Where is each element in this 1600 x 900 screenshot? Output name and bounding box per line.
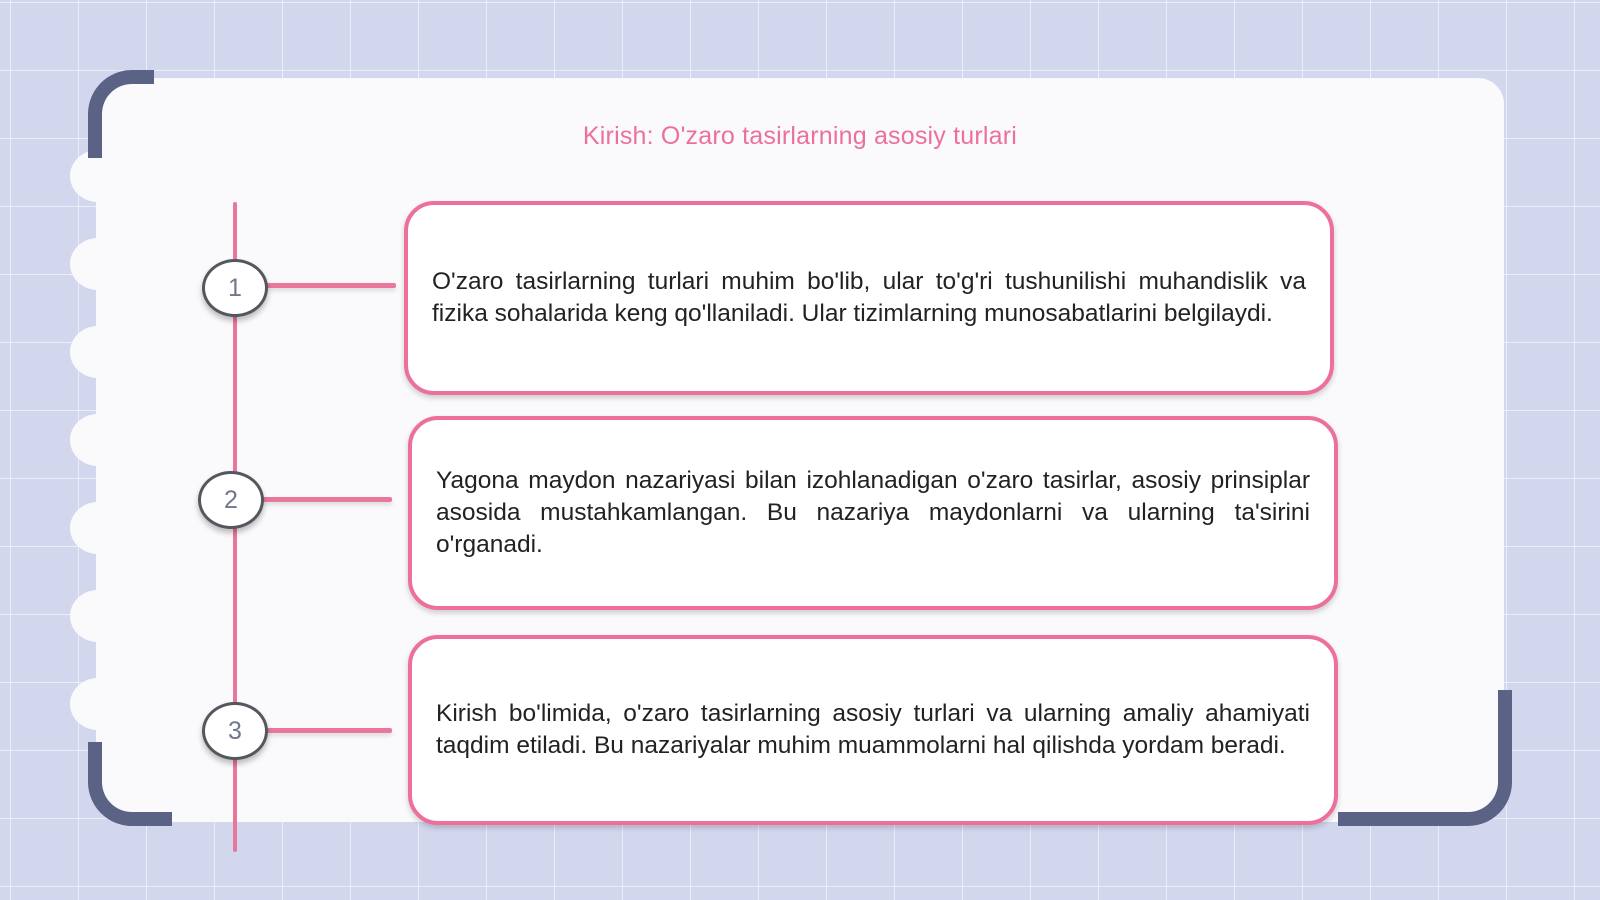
- paper-tab: [70, 678, 126, 730]
- timeline-connector: [262, 497, 392, 502]
- paper-tab: [70, 590, 126, 642]
- step-number: 3: [228, 716, 242, 745]
- paper-tab: [70, 326, 126, 378]
- step-number: 1: [228, 273, 242, 302]
- paper-tab: [70, 414, 126, 466]
- timeline-connector: [266, 283, 396, 288]
- paper-tab: [70, 238, 126, 290]
- card-text: Yagona maydon nazariyasi bilan izohlanadigan o'zaro tasirlar, asosiy prinsiplar asosida mustahkamlangan. Bu nazariya maydonlarni va ularning ta'sirini o'rganadi.: [436, 467, 1310, 558]
- corner-bracket-bottom-right: [1338, 690, 1512, 826]
- timeline-card-2: [408, 416, 1338, 610]
- paper-tab: [70, 502, 126, 554]
- card-text: Kirish bo'limida, o'zaro tasirlarning asosiy turlari va ularning amaliy ahamiyati taqdim etiladi. Bu nazariyalar muhim muammolarni hal qilishda yordam beradi.: [436, 700, 1310, 759]
- timeline-card-1: [404, 201, 1334, 395]
- timeline-step-1: [202, 259, 268, 317]
- corner-bracket-bottom-left: [88, 742, 172, 826]
- timeline-card-3: [408, 635, 1338, 825]
- timeline-connector: [266, 728, 392, 733]
- slide-title: Kirish: O'zaro tasirlarning asosiy turlari: [582, 122, 1018, 150]
- step-number: 2: [224, 485, 238, 514]
- card-text: O'zaro tasirlarning turlari muhim bo'lib, ular to'g'ri tushunilishi muhandislik va fizika sohalarida keng qo'llaniladi. Ular tizimlarning munosabatlarini belgilaydi.: [432, 268, 1306, 327]
- timeline-step-3: [202, 702, 268, 760]
- timeline-step-2: [198, 471, 264, 529]
